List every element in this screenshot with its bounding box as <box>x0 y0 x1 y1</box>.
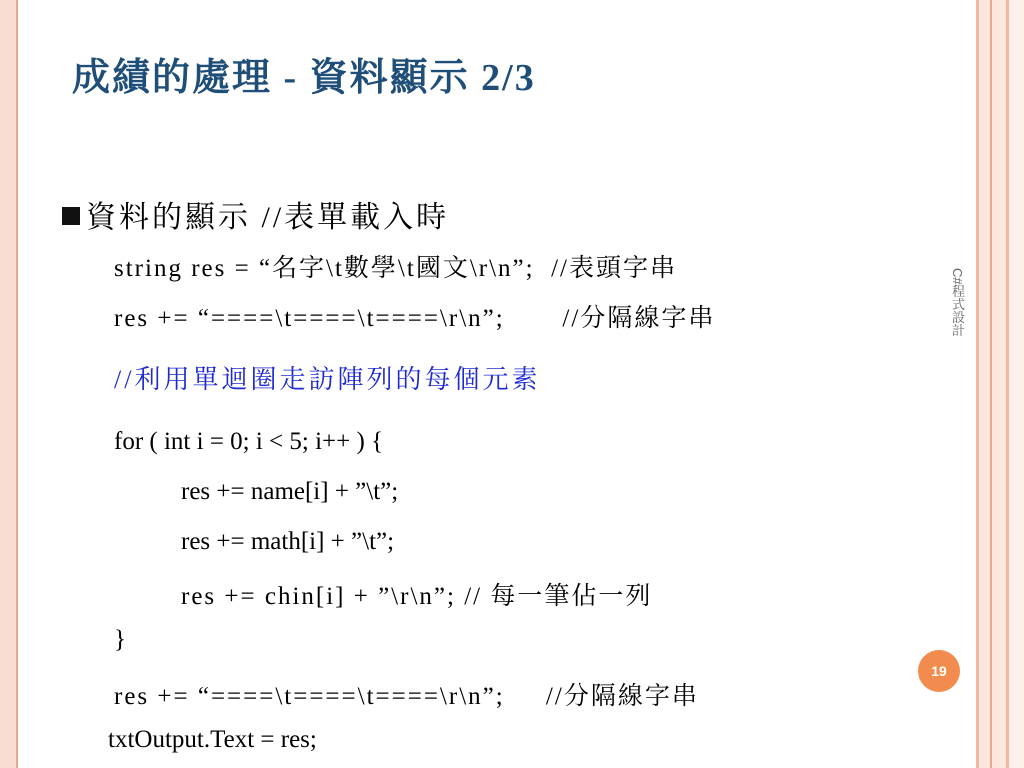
code-line: txtOutput.Text = res; <box>108 726 317 753</box>
page-number-badge: 19 <box>918 650 960 692</box>
code-comment-line: //利用單迴圈走訪陣列的每個元素 <box>114 365 541 394</box>
bullet-item <box>62 192 449 236</box>
code-line: res += “====\t====\t====\r\n”; //分隔線字串 <box>114 683 699 710</box>
square-bullet-icon <box>62 207 80 225</box>
code-line: res += math[i] + ”\t”; <box>181 528 395 555</box>
code-line: res += “====\t====\t====\r\n”; //分隔線字串 <box>114 305 716 332</box>
left-border-decoration <box>0 0 18 768</box>
course-label: C#程式設計 <box>950 268 965 337</box>
code-line: } <box>114 626 126 653</box>
code-line: res += name[i] + ”\t”; <box>181 478 399 505</box>
code-line: for ( int i = 0; i < 5; i++ ) { <box>114 428 384 455</box>
right-border-decoration <box>976 0 1024 768</box>
slide-title: 成績的處理 - 資料顯示 2/3 <box>72 57 536 99</box>
code-line: res += chin[i] + ”\r\n”; // 每一筆佔一列 <box>181 583 653 610</box>
code-line: string res = “名字\t數學\t國文\r\n”; //表頭字串 <box>114 255 677 282</box>
bullet-text: 資料的顯示 //表單載入時 <box>86 201 450 234</box>
